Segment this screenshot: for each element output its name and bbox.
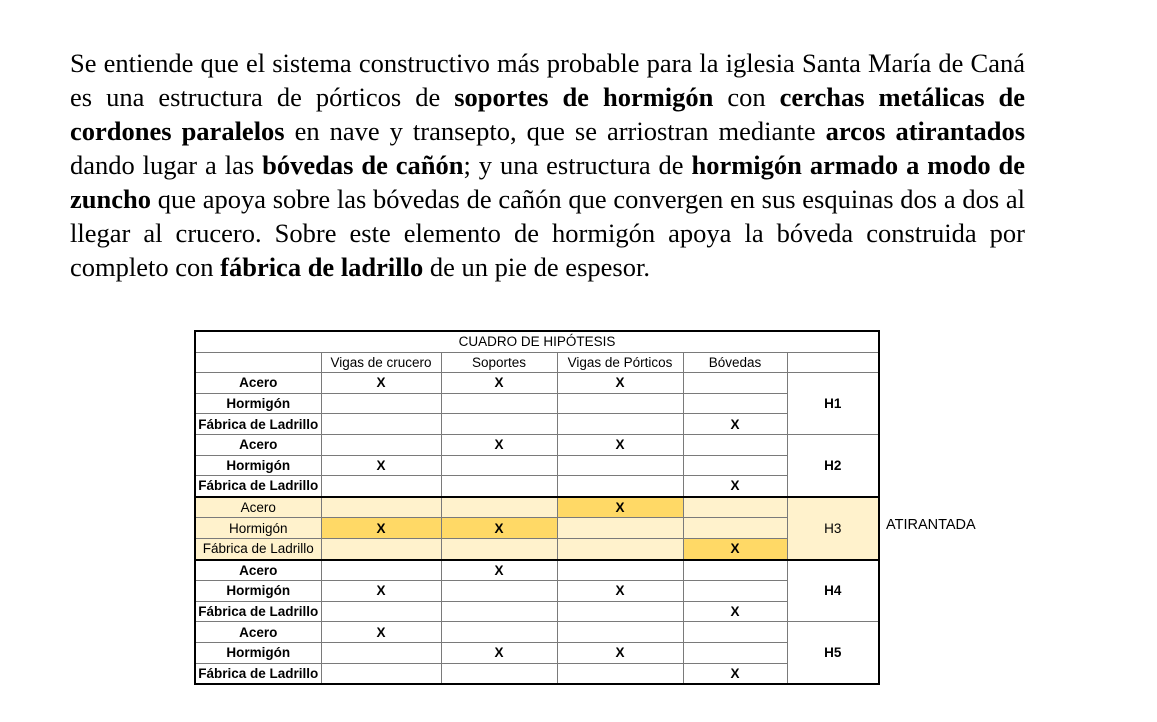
empty-cell — [683, 581, 787, 602]
empty-cell — [683, 434, 787, 455]
empty-cell — [557, 663, 683, 684]
material-label: Acero — [195, 434, 321, 455]
hypothesis-label: H3 — [787, 497, 879, 560]
material-label: Acero — [195, 560, 321, 581]
header-corner — [195, 352, 321, 373]
text-run: Se entiende que el sistema constructivo más probable para la iglesia Santa María de Caná es una estructura de pórticos de — [70, 48, 1025, 112]
empty-cell — [683, 642, 787, 663]
material-label: Hormigón — [195, 455, 321, 476]
text-run: con — [713, 82, 780, 112]
side-note: ATIRANTADA — [886, 517, 976, 533]
table-row — [195, 497, 879, 518]
hypothesis-label: H1 — [787, 373, 879, 435]
empty-cell — [441, 538, 557, 559]
mark-cell: X — [441, 373, 557, 394]
column-header: Bóvedas — [683, 352, 787, 373]
table-row — [195, 642, 879, 663]
bold-phrase: arcos atirantados — [825, 116, 1026, 146]
empty-cell — [321, 601, 441, 622]
material-label: Fábrica de Ladrillo — [195, 538, 321, 559]
empty-cell — [557, 414, 683, 435]
mark-cell: X — [683, 601, 787, 622]
empty-cell — [557, 518, 683, 539]
table-row — [195, 476, 879, 497]
table-row — [195, 518, 879, 539]
mark-cell: X — [683, 414, 787, 435]
empty-cell — [321, 560, 441, 581]
bold-phrase: bóvedas de cañón — [262, 150, 464, 180]
mark-cell: X — [321, 518, 441, 539]
mark-cell: X — [321, 455, 441, 476]
text-run: de un pie de espesor. — [423, 252, 650, 282]
mark-cell: X — [557, 434, 683, 455]
empty-cell — [683, 455, 787, 476]
empty-cell — [441, 393, 557, 414]
material-label: Fábrica de Ladrillo — [195, 414, 321, 435]
table-row — [195, 414, 879, 435]
bold-phrase: soportes de hormigón — [454, 82, 714, 112]
hypothesis-label: H2 — [787, 434, 879, 496]
material-label: Hormigón — [195, 393, 321, 414]
empty-cell — [441, 622, 557, 643]
mark-cell: X — [557, 497, 683, 518]
mark-cell: X — [683, 663, 787, 684]
header-blank — [787, 352, 879, 373]
table-row — [195, 455, 879, 476]
empty-cell — [683, 393, 787, 414]
empty-cell — [441, 476, 557, 497]
empty-cell — [683, 518, 787, 539]
empty-cell — [557, 622, 683, 643]
mark-cell: X — [441, 560, 557, 581]
empty-cell — [683, 560, 787, 581]
table-row — [195, 373, 879, 394]
empty-cell — [557, 393, 683, 414]
material-label: Hormigón — [195, 642, 321, 663]
empty-cell — [321, 663, 441, 684]
empty-cell — [321, 497, 441, 518]
empty-cell — [557, 601, 683, 622]
column-header: Soportes — [441, 352, 557, 373]
table-row — [195, 622, 879, 643]
bold-phrase: cerchas metálicas de cordones paralelos — [70, 82, 1026, 146]
material-label: Acero — [195, 373, 321, 394]
material-label: Hormigón — [195, 581, 321, 602]
mark-cell: X — [321, 373, 441, 394]
column-header: Vigas de crucero — [321, 352, 441, 373]
material-label: Fábrica de Ladrillo — [195, 476, 321, 497]
mark-cell: X — [321, 622, 441, 643]
text-run: dando lugar a las — [70, 150, 263, 180]
empty-cell — [321, 538, 441, 559]
table-row — [195, 434, 879, 455]
empty-cell — [441, 663, 557, 684]
mark-cell: X — [321, 581, 441, 602]
mark-cell: X — [557, 642, 683, 663]
material-label: Fábrica de Ladrillo — [195, 601, 321, 622]
hypothesis-label: H4 — [787, 560, 879, 622]
text-run: ; y una estructura de — [463, 150, 692, 180]
empty-cell — [557, 476, 683, 497]
table-row — [195, 538, 879, 559]
mark-cell: X — [441, 434, 557, 455]
table-title: CUADRO DE HIPÓTESIS — [195, 331, 879, 352]
table-row — [195, 601, 879, 622]
table-row — [195, 663, 879, 684]
mark-cell: X — [557, 581, 683, 602]
empty-cell — [321, 414, 441, 435]
empty-cell — [321, 393, 441, 414]
text-run: que apoya sobre las bóvedas de cañón que convergen en sus esquinas dos a dos al llegar al crucero. Sobre este elemento de hormigón apoya la bóveda construida por completo con — [70, 184, 1025, 282]
material-label: Fábrica de Ladrillo — [195, 663, 321, 684]
empty-cell — [683, 497, 787, 518]
mark-cell: X — [557, 373, 683, 394]
table-header-row — [195, 352, 879, 373]
table-row — [195, 393, 879, 414]
mark-cell: X — [683, 476, 787, 497]
empty-cell — [441, 601, 557, 622]
body-paragraph — [70, 46, 1025, 284]
table-row — [195, 581, 879, 602]
hypothesis-label: H5 — [787, 622, 879, 684]
empty-cell — [557, 538, 683, 559]
mark-cell: X — [441, 518, 557, 539]
material-label: Acero — [195, 497, 321, 518]
empty-cell — [441, 581, 557, 602]
empty-cell — [557, 560, 683, 581]
material-label: Hormigón — [195, 518, 321, 539]
bold-phrase: fábrica de ladrillo — [220, 252, 424, 282]
empty-cell — [321, 642, 441, 663]
empty-cell — [441, 497, 557, 518]
table-title-row — [195, 331, 879, 352]
bold-phrase: hormigón armado a modo de zuncho — [70, 150, 1025, 214]
empty-cell — [683, 373, 787, 394]
empty-cell — [683, 622, 787, 643]
hypothesis-table — [194, 330, 880, 685]
mark-cell: X — [441, 642, 557, 663]
material-label: Acero — [195, 622, 321, 643]
table-row — [195, 560, 879, 581]
empty-cell — [557, 455, 683, 476]
empty-cell — [441, 414, 557, 435]
text-run: en nave y transepto, que se arriostran mediante — [284, 116, 826, 146]
empty-cell — [321, 434, 441, 455]
column-header: Vigas de Pórticos — [557, 352, 683, 373]
empty-cell — [321, 476, 441, 497]
mark-cell: X — [683, 538, 787, 559]
empty-cell — [441, 455, 557, 476]
